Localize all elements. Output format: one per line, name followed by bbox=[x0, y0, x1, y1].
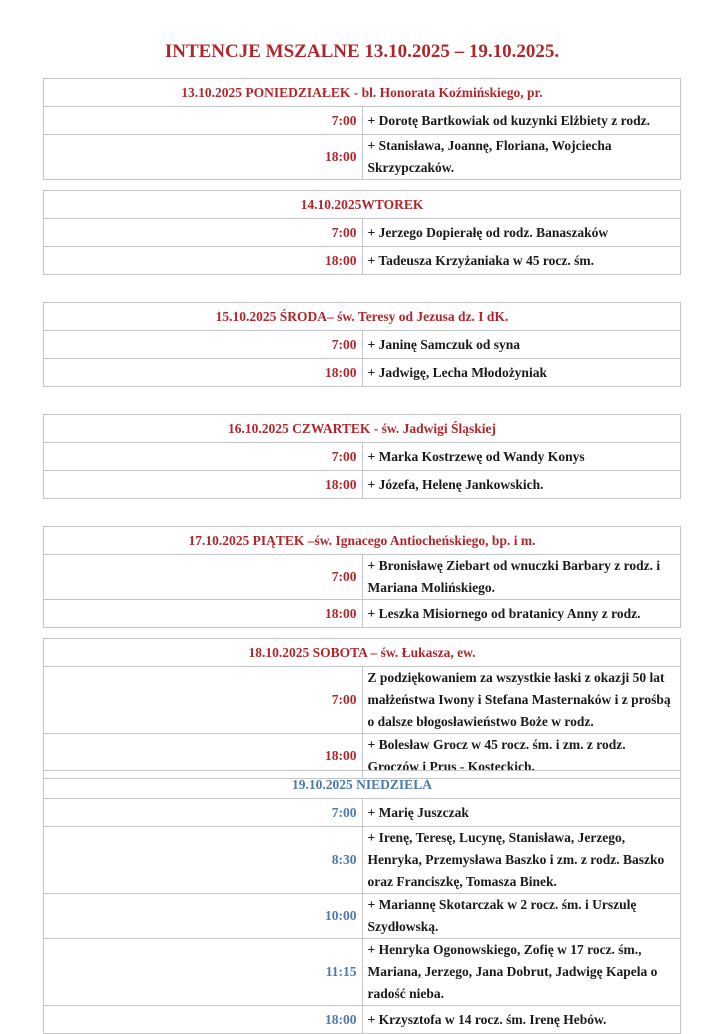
day-table-saturday bbox=[43, 638, 681, 779]
mass-row bbox=[44, 667, 681, 734]
day-table-friday bbox=[43, 526, 681, 628]
mass-row bbox=[44, 555, 681, 600]
mass-time: 7:00 bbox=[44, 443, 363, 471]
mass-time: 7:00 bbox=[44, 331, 363, 359]
mass-row bbox=[44, 827, 681, 894]
mass-time: 7:00 bbox=[44, 799, 363, 827]
mass-time: 18:00 bbox=[44, 471, 363, 499]
day-header: 16.10.2025 CZWARTEK - św. Jadwigi Śląskiej bbox=[44, 415, 681, 443]
mass-time: 7:00 bbox=[44, 555, 363, 600]
mass-intention: Z podziękowaniem za wszystkie łaski z okazji 50 lat małżeństwa Iwony i Stefana Masternaków i z prośbą o dalsze błogosławieństwo Boże w rodz. bbox=[362, 667, 681, 734]
mass-intention: + Janinę Samczuk od syna bbox=[362, 331, 681, 359]
day-table-thursday bbox=[43, 414, 681, 499]
day-header: 18.10.2025 SOBOTA – św. Łukasza, ew. bbox=[44, 639, 681, 667]
mass-time: 18:00 bbox=[44, 247, 363, 275]
mass-row bbox=[44, 1006, 681, 1034]
mass-time: 7:00 bbox=[44, 107, 363, 135]
mass-intention: + Jadwigę, Lecha Młodożyniak bbox=[362, 359, 681, 387]
mass-intention: + Stanisława, Joannę, Floriana, Wojciecha Skrzypczaków. bbox=[362, 135, 681, 180]
day-table-wednesday bbox=[43, 302, 681, 387]
mass-time: 7:00 bbox=[44, 219, 363, 247]
mass-intention: + Tadeusza Krzyżaniaka w 45 rocz. śm. bbox=[362, 247, 681, 275]
mass-row bbox=[44, 219, 681, 247]
mass-time: 18:00 bbox=[44, 135, 363, 180]
mass-time: 18:00 bbox=[44, 359, 363, 387]
mass-row bbox=[44, 471, 681, 499]
mass-intention: + Bronisławę Ziebart od wnuczki Barbary z rodz. i Mariana Molińskiego. bbox=[362, 555, 681, 600]
mass-intention: + Józefa, Helenę Jankowskich. bbox=[362, 471, 681, 499]
mass-row bbox=[44, 247, 681, 275]
day-header: 19.10.2025 NIEDZIELA bbox=[44, 771, 681, 799]
page-title: INTENCJE MSZALNE 13.10.2025 – 19.10.2025. bbox=[164, 41, 560, 62]
day-header: 15.10.2025 ŚRODA– św. Teresy od Jezusa dz. I dK. bbox=[44, 303, 681, 331]
mass-intention: + Henryka Ogonowskiego, Zofię w 17 rocz. śm., Mariana, Jerzego, Jana Dobrut, Jadwigę Kapela o radość nieba. bbox=[362, 939, 681, 1006]
mass-intention: + Dorotę Bartkowiak od kuzynki Elżbiety z rodz. bbox=[362, 107, 681, 135]
mass-intention: + Marię Juszczak bbox=[362, 799, 681, 827]
mass-row bbox=[44, 939, 681, 1006]
day-table-monday bbox=[43, 78, 681, 180]
mass-time: 18:00 bbox=[44, 1006, 363, 1034]
mass-intention: + Krzysztofa w 14 rocz. śm. Irenę Hebów. bbox=[362, 1006, 681, 1034]
mass-time: 11:15 bbox=[44, 939, 363, 1006]
day-header: 13.10.2025 PONIEDZIAŁEK - bl. Honorata Koźmińskiego, pr. bbox=[44, 79, 681, 107]
mass-row bbox=[44, 107, 681, 135]
day-header: 14.10.2025WTOREK bbox=[44, 191, 681, 219]
day-table-sunday bbox=[43, 770, 681, 1034]
mass-row bbox=[44, 799, 681, 827]
mass-intention: + Marka Kostrzewę od Wandy Konys bbox=[362, 443, 681, 471]
mass-row bbox=[44, 894, 681, 939]
mass-time: 18:00 bbox=[44, 734, 363, 779]
mass-intention: + Irenę, Teresę, Lucynę, Stanisława, Jerzego, Henryka, Przemysława Baszko i zm. z rodz. Baszko oraz Franciszkę, Tomasza Binek. bbox=[362, 827, 681, 894]
mass-row bbox=[44, 600, 681, 628]
mass-row bbox=[44, 135, 681, 180]
mass-intention: + Mariannę Skotarczak w 2 rocz. śm. i Urszulę Szydłowską. bbox=[362, 894, 681, 939]
mass-row bbox=[44, 331, 681, 359]
mass-time: 8:30 bbox=[44, 827, 363, 894]
mass-row bbox=[44, 443, 681, 471]
mass-time: 10:00 bbox=[44, 894, 363, 939]
mass-row bbox=[44, 359, 681, 387]
mass-time: 18:00 bbox=[44, 600, 363, 628]
mass-time: 7:00 bbox=[44, 667, 363, 734]
mass-intention: + Bolesław Grocz w 45 rocz. śm. i zm. z rodz. Groczów i Prus - Kosteckich. bbox=[362, 734, 681, 779]
mass-intention: + Leszka Misiornego od bratanicy Anny z rodz. bbox=[362, 600, 681, 628]
day-header: 17.10.2025 PIĄTEK –św. Ignacego Antiocheńskiego, bp. i m. bbox=[44, 527, 681, 555]
mass-intention: + Jerzego Dopierałę od rodz. Banaszaków bbox=[362, 219, 681, 247]
day-table-tuesday bbox=[43, 190, 681, 275]
